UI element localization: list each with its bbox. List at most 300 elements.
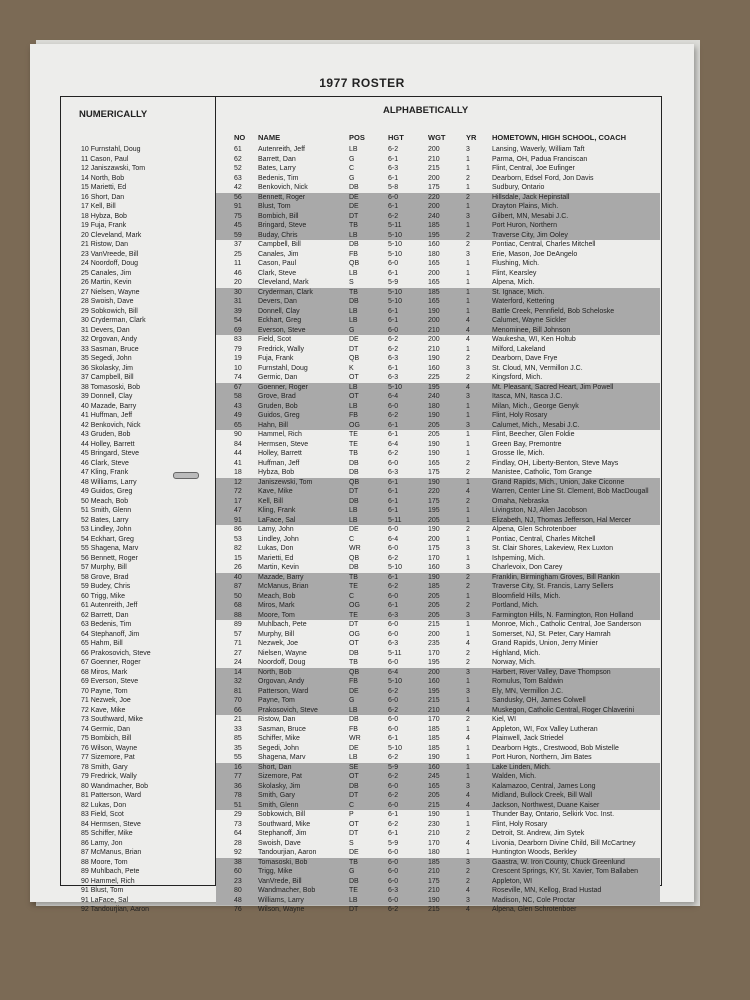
- cell-wgt: 160: [428, 241, 440, 248]
- cell-yr: 1: [466, 402, 470, 410]
- cell-no: 88: [234, 611, 242, 619]
- cell-wgt: 160: [428, 763, 440, 771]
- cell-home: Highland, Mich.: [492, 649, 541, 657]
- cell-no: 69: [234, 326, 242, 334]
- cell-no: 36: [234, 782, 242, 790]
- cell-pos: TE: [349, 431, 358, 438]
- cell-name: Muhlbach, Pete: [258, 621, 307, 628]
- cell-hgt: 6-0: [388, 896, 399, 904]
- cell-pos: G: [349, 868, 355, 875]
- cell-no: 43: [234, 402, 242, 410]
- cell-wgt: 185: [428, 288, 440, 296]
- cell-wgt: 245: [428, 773, 440, 780]
- cell-pos: LB: [349, 307, 358, 315]
- cell-home: Livonia, Dearborn Divine Child, Bill McCartney: [492, 839, 636, 847]
- cell-home: Roseville, MN, Kellog, Brad Hustad: [492, 887, 602, 894]
- cell-yr: 1: [466, 621, 470, 628]
- cell-hgt: 6-2: [388, 792, 399, 799]
- cell-wgt: 200: [428, 668, 440, 676]
- cell-hgt: 6-3: [388, 374, 399, 381]
- cell-wgt: 175: [428, 877, 440, 885]
- table-row: [216, 459, 660, 469]
- numerical-list-item: 77 Sizemore, Pat: [81, 754, 135, 761]
- cell-pos: G: [349, 155, 355, 163]
- numerical-list-item: 92 Tandourjian, Aaron: [81, 906, 149, 913]
- roster-frame: [60, 96, 662, 913]
- cell-no: 25: [234, 250, 242, 258]
- cell-hgt: 6-1: [388, 488, 399, 495]
- numerical-list-item: 66 Prakosovich, Steve: [81, 649, 151, 657]
- cell-pos: K: [349, 364, 354, 372]
- cell-no: 11: [234, 260, 242, 267]
- table-row: [216, 734, 660, 744]
- cell-yr: 1: [466, 345, 470, 353]
- cell-pos: DB: [349, 716, 359, 723]
- cell-name: Blust, Tom: [258, 203, 291, 210]
- numerical-list-item: 42 Benkovich, Nick: [81, 421, 141, 429]
- cell-wgt: 170: [428, 839, 440, 847]
- cell-yr: 3: [466, 250, 470, 258]
- cell-yr: 3: [466, 146, 470, 153]
- cell-no: 60: [234, 868, 242, 875]
- numerical-list-item: 26 Martin, Kevin: [81, 279, 132, 286]
- cell-home: Milford, Lakeland: [492, 345, 546, 353]
- cell-name: Huffman, Jeff: [258, 459, 300, 467]
- table-row: [216, 250, 660, 260]
- cell-home: St. Ignace, Mich.: [492, 288, 545, 296]
- cell-hgt: 6-2: [388, 820, 399, 828]
- cell-name: Murphy, Bill: [258, 630, 295, 638]
- cell-home: Elizabeth, NJ, Thomas Jefferson, Hal Mercer: [492, 516, 632, 524]
- cell-home: Alpena, Mich.: [492, 279, 535, 286]
- cell-yr: 3: [466, 564, 470, 571]
- table-row: [216, 620, 660, 630]
- cell-no: 82: [234, 545, 242, 552]
- numerical-list-item: 58 Grove, Brad: [81, 573, 129, 581]
- header-yr: YR: [466, 133, 477, 142]
- numerical-list-item: 81 Patterson, Ward: [81, 792, 142, 799]
- cell-no: 70: [234, 697, 242, 704]
- numerically-heading: NUMERICALLY: [79, 109, 148, 120]
- numerical-list-item: 16 Short, Dan: [81, 193, 125, 201]
- cell-wgt: 175: [428, 184, 440, 191]
- table-row: [216, 772, 660, 782]
- table-row: [216, 278, 660, 288]
- table-row: [216, 525, 660, 535]
- header-no: NO: [234, 133, 246, 142]
- cell-name: Stephanoff, Jim: [258, 830, 307, 837]
- cell-no: 64: [234, 830, 242, 837]
- cell-yr: 1: [466, 298, 470, 305]
- cell-hgt: 5-8: [388, 184, 399, 191]
- cell-pos: DE: [349, 849, 359, 856]
- numerical-list-item: 12 Janiszawski, Tom: [81, 165, 146, 172]
- numerical-list-item: 91 LaFace, Sal: [81, 896, 129, 904]
- cell-hgt: 6-0: [388, 858, 399, 866]
- cell-no: 48: [234, 896, 242, 904]
- table-row: [216, 164, 660, 174]
- table-row: [216, 753, 660, 763]
- table-row: [216, 335, 660, 345]
- cell-home: Kalamazoo, Central, James Long: [492, 782, 596, 790]
- cell-wgt: 225: [428, 374, 440, 381]
- table-row: [216, 221, 660, 231]
- cell-home: Itasca, MN, Itasca J.C.: [492, 393, 563, 400]
- table-row: [216, 544, 660, 554]
- cell-no: 78: [234, 792, 242, 799]
- cell-yr: 2: [466, 459, 470, 467]
- cell-hgt: 6-1: [388, 735, 399, 742]
- cell-no: 57: [234, 630, 242, 638]
- cell-hgt: 6-0: [388, 659, 399, 666]
- cell-name: Cason, Paul: [258, 260, 297, 267]
- cell-hgt: 5-11: [388, 649, 402, 657]
- cell-pos: P: [349, 811, 354, 818]
- cell-hgt: 6-1: [388, 478, 399, 486]
- cell-hgt: 5-9: [388, 279, 399, 286]
- cell-yr: 1: [466, 535, 470, 543]
- cell-hgt: 6-2: [388, 336, 399, 343]
- cell-pos: DT: [349, 830, 359, 837]
- cell-wgt: 210: [428, 155, 440, 163]
- cell-yr: 2: [466, 716, 470, 723]
- cell-pos: OT: [349, 640, 359, 647]
- cell-wgt: 160: [428, 564, 440, 571]
- cell-home: Sandusky, OH, James Colwell: [492, 697, 586, 704]
- cell-name: Trigg, Mike: [258, 868, 293, 875]
- numerical-list-item: 28 Swoish, Dave: [81, 298, 134, 305]
- cell-hgt: 6-0: [388, 868, 399, 875]
- cell-home: Portland, Mich.: [492, 602, 539, 609]
- numerical-list-item: 45 Bringard, Steve: [81, 450, 139, 457]
- cell-no: 45: [234, 222, 242, 229]
- cell-home: Grand Rapids, Union, Jerry Minier: [492, 640, 598, 647]
- cell-home: Sudbury, Ontario: [492, 184, 545, 191]
- cell-name: Orgovan, Andy: [258, 678, 305, 685]
- cell-pos: LB: [349, 706, 358, 714]
- cell-wgt: 190: [428, 811, 440, 818]
- numerical-list-item: 80 Wandmacher, Bob: [81, 782, 149, 790]
- cell-yr: 3: [466, 212, 470, 220]
- header-wgt: WGT: [428, 133, 446, 142]
- cell-yr: 3: [466, 364, 470, 372]
- cell-hgt: 6-1: [388, 155, 399, 163]
- cell-no: 58: [234, 393, 242, 400]
- cell-pos: DB: [349, 459, 359, 467]
- table-row: [216, 829, 660, 839]
- cell-home: Battle Creek, Pennfield, Bob Scheloske: [492, 307, 615, 315]
- cell-wgt: 165: [428, 782, 440, 790]
- numerical-list-item: 46 Clark, Steve: [81, 459, 129, 467]
- table-row: [216, 231, 660, 241]
- cell-no: 27: [234, 649, 242, 657]
- cell-pos: DT: [349, 792, 359, 799]
- cell-hgt: 6-3: [388, 887, 399, 894]
- cell-wgt: 170: [428, 649, 440, 657]
- cell-no: 24: [234, 659, 242, 666]
- cell-home: Ishpeming, Mich.: [492, 554, 545, 562]
- cell-no: 81: [234, 687, 242, 695]
- cell-wgt: 165: [428, 260, 440, 267]
- cell-wgt: 215: [428, 697, 440, 704]
- table-row: [216, 478, 660, 488]
- cell-hgt: 6-1: [388, 431, 399, 438]
- cell-home: Calumet, Mich., Mesabi J.C.: [492, 421, 580, 429]
- cell-hgt: 6-0: [388, 545, 399, 552]
- cell-home: Milan, Mich., George Genyk: [492, 402, 579, 410]
- table-row: [216, 487, 660, 497]
- table-row: [216, 639, 660, 649]
- cell-yr: 4: [466, 887, 470, 894]
- cell-hgt: 6-2: [388, 212, 399, 220]
- cell-wgt: 200: [428, 336, 440, 343]
- cell-name: Canales, Jim: [258, 250, 299, 258]
- cell-pos: FB: [349, 725, 358, 733]
- cell-yr: 4: [466, 839, 470, 847]
- cell-no: 71: [234, 640, 242, 647]
- cell-yr: 1: [466, 203, 470, 210]
- cell-no: 33: [234, 725, 242, 733]
- cell-yr: 1: [466, 507, 470, 514]
- header-pos: POS: [349, 133, 365, 142]
- cell-pos: LB: [349, 516, 358, 524]
- numerical-list-item: 88 Moore, Tom: [81, 858, 128, 866]
- table-row: [216, 193, 660, 203]
- numerical-list-item: 24 Noordoff, Doug: [81, 260, 139, 267]
- numerical-list-item: 68 Miros, Mark: [81, 668, 128, 676]
- cell-hgt: 6-1: [388, 811, 399, 818]
- cell-name: Williams, Larry: [258, 896, 304, 904]
- cell-hgt: 6-1: [388, 602, 399, 609]
- table-row: [216, 240, 660, 250]
- cell-no: 85: [234, 735, 242, 742]
- cell-hgt: 6-4: [388, 668, 399, 676]
- numerical-list-item: 64 Stephanoff, Jim: [81, 630, 140, 638]
- cell-home: Ely, MN, Vermillon J.C.: [492, 687, 564, 695]
- cell-name: Kave, Mike: [258, 488, 293, 495]
- cell-home: Flint, Kearsley: [492, 269, 537, 277]
- cell-pos: LB: [349, 507, 358, 514]
- cell-yr: 1: [466, 450, 470, 457]
- cell-name: Clark, Steve: [258, 269, 297, 277]
- cell-home: Gaastra, W. Iron County, Chuck Greenlund: [492, 858, 625, 866]
- cell-no: 63: [234, 174, 242, 182]
- cell-yr: 1: [466, 478, 470, 486]
- table-row: [216, 563, 660, 573]
- table-row: [216, 592, 660, 602]
- cell-name: Wandmacher, Bob: [258, 887, 316, 894]
- numerical-list-item: 44 Holley, Barrett: [81, 440, 135, 448]
- cell-no: 15: [234, 554, 242, 562]
- cell-wgt: 200: [428, 146, 440, 153]
- cell-wgt: 190: [428, 573, 440, 581]
- numerical-list-item: 57 Murphy, Bill: [81, 564, 127, 571]
- cell-no: 46: [234, 269, 242, 277]
- cell-wgt: 205: [428, 592, 440, 600]
- cell-pos: DB: [349, 184, 359, 191]
- cell-no: 77: [234, 773, 242, 780]
- cell-wgt: 165: [428, 459, 440, 467]
- cell-no: 41: [234, 459, 242, 467]
- cell-yr: 1: [466, 155, 470, 163]
- cell-pos: DB: [349, 469, 359, 476]
- cell-no: 89: [234, 621, 242, 628]
- cell-pos: DB: [349, 298, 359, 305]
- cell-wgt: 205: [428, 611, 440, 619]
- cell-pos: G: [349, 174, 355, 182]
- cell-yr: 4: [466, 640, 470, 647]
- cell-pos: DE: [349, 193, 359, 201]
- cell-home: Green Bay, Premontre: [492, 440, 562, 448]
- cell-name: Miros, Mark: [258, 602, 295, 609]
- cell-yr: 1: [466, 412, 470, 419]
- cell-pos: LB: [349, 896, 358, 904]
- cell-name: Field, Scot: [258, 336, 292, 343]
- cell-no: 16: [234, 763, 242, 771]
- numerical-list-item: 65 Hahm, Bill: [81, 640, 123, 647]
- cell-wgt: 190: [428, 440, 440, 448]
- table-row: [216, 155, 660, 165]
- cell-hgt: 6-3: [388, 640, 399, 647]
- cell-pos: FB: [349, 412, 358, 419]
- cell-hgt: 6-4: [388, 440, 399, 448]
- cell-yr: 4: [466, 792, 470, 799]
- cell-wgt: 190: [428, 412, 440, 419]
- cell-home: Warren, Center Line St. Clement, Bob MacDougall: [492, 488, 649, 495]
- table-row: [216, 649, 660, 659]
- table-row: [216, 573, 660, 583]
- cell-hgt: 6-2: [388, 773, 399, 780]
- cell-hgt: 6-2: [388, 706, 399, 714]
- table-row: [216, 383, 660, 393]
- numerical-list-item: 63 Bedenis, Tim: [81, 621, 132, 628]
- cell-pos: TE: [349, 440, 358, 448]
- cell-hgt: 5-10: [388, 250, 403, 258]
- cell-wgt: 200: [428, 269, 440, 277]
- numerical-list-item: 15 Marietti, Ed: [81, 184, 127, 191]
- cell-pos: DE: [349, 687, 359, 695]
- table-row: [216, 820, 660, 830]
- cell-name: Lukas, Don: [258, 545, 294, 552]
- cell-pos: WR: [349, 735, 361, 742]
- cell-no: 61: [234, 146, 242, 153]
- numerical-list-item: 36 Skolasky, Jim: [81, 364, 133, 372]
- cell-home: St. Clair Shores, Lakeview, Rex Luxton: [492, 545, 614, 552]
- numerical-list-item: 54 Eckhart, Greg: [81, 535, 134, 543]
- cell-name: Ristow, Dan: [258, 716, 296, 723]
- cell-home: Alpena, Glen Schrotenboer: [492, 526, 577, 533]
- cell-home: Waukesha, WI, Ken Holtub: [492, 336, 576, 343]
- cell-pos: OG: [349, 602, 360, 609]
- cell-yr: 3: [466, 782, 470, 790]
- cell-home: Findlay, OH, Liberty-Benton, Steve Mays: [492, 459, 619, 467]
- cell-pos: FB: [349, 678, 358, 685]
- table-row: [216, 896, 660, 906]
- cell-wgt: 175: [428, 497, 440, 505]
- cell-home: Manistee, Catholic, Tom Grange: [492, 469, 592, 476]
- cell-name: Bedenis, Tim: [258, 174, 299, 182]
- numerical-list-item: 37 Campbell, Bill: [81, 374, 134, 381]
- cell-wgt: 190: [428, 478, 440, 486]
- numerical-list-item: 52 Bates, Larry: [81, 516, 129, 524]
- cell-wgt: 175: [428, 469, 440, 476]
- numerical-list-item: 84 Hermsen, Steve: [81, 820, 141, 828]
- cell-pos: C: [349, 801, 355, 809]
- cell-yr: 1: [466, 307, 470, 315]
- cell-yr: 2: [466, 241, 470, 248]
- cell-hgt: 6-4: [388, 535, 399, 543]
- table-row: [216, 886, 660, 896]
- cell-home: Walden, Mich.: [492, 773, 537, 780]
- cell-hgt: 6-1: [388, 307, 399, 315]
- cell-home: Lake Linden, Mich.: [492, 763, 551, 771]
- cell-home: Pontiac, Central, Charles Mitchell: [492, 241, 596, 248]
- cell-home: Norway, Mich.: [492, 659, 536, 666]
- table-row: [216, 411, 660, 421]
- cell-home: Appleton, WI: [492, 877, 533, 885]
- numerical-list-item: 69 Everson, Steve: [81, 678, 139, 685]
- cell-wgt: 160: [428, 364, 440, 372]
- cell-home: Flint, Central, Joe Eufinger: [492, 165, 575, 172]
- numerical-list-item: 17 Kell, Bill: [81, 203, 116, 210]
- cell-hgt: 6-1: [388, 573, 399, 581]
- cell-yr: 1: [466, 754, 470, 761]
- table-row: [216, 421, 660, 431]
- cell-yr: 2: [466, 469, 470, 476]
- cell-name: Donnell, Clay: [258, 307, 300, 315]
- cell-pos: DE: [349, 526, 359, 533]
- cell-home: Somerset, NJ, St. Peter, Cary Hamrah: [492, 630, 611, 638]
- cell-wgt: 205: [428, 431, 440, 438]
- cell-home: Calumet, Wayne Sickler: [492, 317, 567, 324]
- cell-hgt: 6-3: [388, 355, 399, 362]
- cell-name: Fredrick, Wally: [258, 345, 305, 353]
- cell-home: Plainwell, Jack Striedel: [492, 735, 564, 742]
- cell-no: 76: [234, 906, 242, 913]
- cell-home: Dearborn, Dave Frye: [492, 355, 558, 362]
- numerical-list-item: 39 Donnell, Clay: [81, 393, 133, 400]
- cell-pos: SE: [349, 763, 359, 771]
- table-row: [216, 307, 660, 317]
- table-row: [216, 449, 660, 459]
- cell-hgt: 5-10: [388, 564, 403, 571]
- cell-no: 35: [234, 744, 242, 752]
- cell-yr: 1: [466, 678, 470, 685]
- cell-yr: 2: [466, 868, 470, 875]
- cell-hgt: 5-10: [388, 231, 403, 239]
- numerical-list: [81, 145, 213, 915]
- cell-home: Monroe, Mich., Catholic Central, Joe Sanderson: [492, 621, 642, 628]
- cell-home: Traverse City, St. Francis, Larry Sellers: [492, 583, 614, 590]
- cell-pos: QB: [349, 355, 360, 362]
- numerical-list-item: 75 Bombich, Bill: [81, 735, 132, 742]
- cell-hgt: 5-9: [388, 763, 399, 771]
- cell-pos: DB: [349, 782, 359, 790]
- cell-hgt: 6-0: [388, 402, 399, 410]
- cell-wgt: 200: [428, 203, 440, 210]
- table-row: [216, 630, 660, 640]
- cell-pos: TE: [349, 583, 358, 590]
- cell-wgt: 215: [428, 621, 440, 628]
- cell-yr: 4: [466, 735, 470, 742]
- cell-pos: DB: [349, 497, 359, 505]
- cell-name: Hermsen, Steve: [258, 440, 309, 448]
- numerical-list-item: 40 Mazade, Barry: [81, 402, 137, 410]
- cell-home: Franklin, Birmingham Groves, Bill Rankin: [492, 573, 620, 581]
- cell-wgt: 190: [428, 355, 440, 362]
- cell-yr: 3: [466, 393, 470, 400]
- cell-yr: 2: [466, 355, 470, 362]
